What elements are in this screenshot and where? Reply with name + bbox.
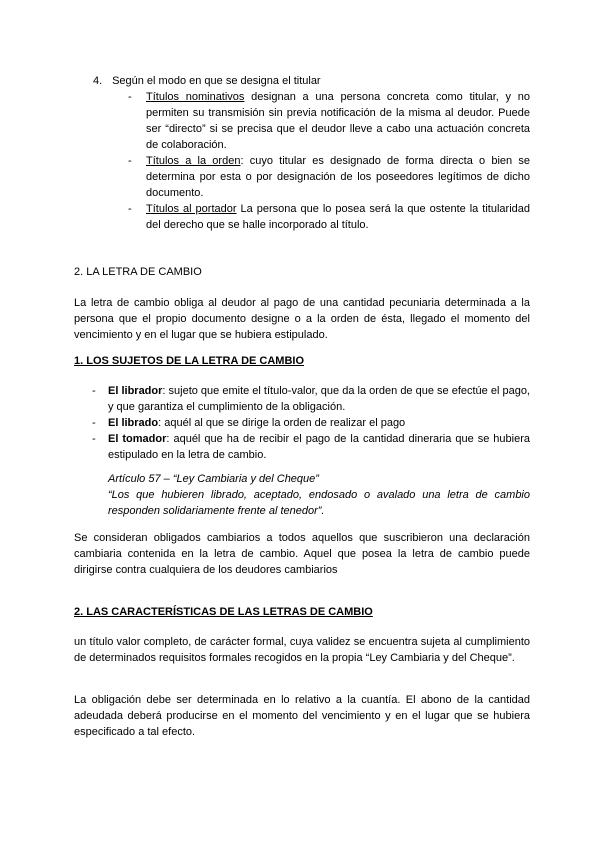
dash-bullet: - xyxy=(92,385,96,397)
list-item xyxy=(92,383,530,415)
list-item xyxy=(92,431,530,463)
list-item xyxy=(128,201,530,233)
section-heading-caracteristicas: 2. LAS CARACTERÍSTICAS DE LAS LETRAS DE CAMBIO xyxy=(74,606,373,618)
term: El librado xyxy=(108,417,159,429)
titulos-list xyxy=(128,89,530,233)
dash-bullet: - xyxy=(92,433,96,445)
list-item xyxy=(128,89,530,153)
dash-bullet: - xyxy=(92,417,96,429)
numbered-item-4 xyxy=(93,73,533,89)
definition: designan a una persona concreta como titular, y no permiten su transmisión sin previa notificación de la misma al deudor. Puede ser “directo” si se precisa que el deudor lleve a cabo una actuación concreta de colaboración. xyxy=(146,91,530,151)
paragraph-obligados: Se consideran obligados cambiarios a todos aquellos que suscribieron una declaración cambiaria contenida en la letra de cambio. Aquel que posea la letra de cambio puede dirigirse contra cualquiera de los deudores cambiarios xyxy=(74,532,530,576)
section-heading-letra: 2. LA LETRA DE CAMBIO xyxy=(74,266,202,278)
paragraph-letra: La letra de cambio obliga al deudor al pago de una cantidad pecuniaria determinada a la persona que el propio documento designe o a la orden de ésta, llegado el momento del vencimiento y en el lugar que se hubiera estipulado. xyxy=(74,297,530,341)
term: El tomador xyxy=(108,433,167,445)
list-item xyxy=(92,415,530,431)
quote-text: “Los que hubieren librado, aceptado, endosado o avalado una letra de cambio responden solidariamente frente al tenedor”. xyxy=(108,489,530,517)
definition: : aquél que ha de recibir el pago de la cantidad dineraria que se hubiera estipulado en la letra de cambio. xyxy=(108,433,531,461)
dash-bullet: - xyxy=(128,155,132,167)
term: Títulos nominativos xyxy=(146,91,245,103)
item-number: 4. xyxy=(93,75,103,87)
sujetos-list xyxy=(92,383,530,463)
term: El librador xyxy=(108,385,163,397)
term: Títulos al portador xyxy=(146,203,237,215)
list-item xyxy=(128,153,530,201)
item-title: Según el modo en que se designa el titular xyxy=(112,75,321,87)
dash-bullet: - xyxy=(128,91,132,103)
definition: La persona que lo posea será la que ostente la titularidad del derecho que se halle incorporado al título. xyxy=(146,203,530,231)
quote-source: Artículo 57 – “Ley Cambiaria y del Cheque” xyxy=(108,473,319,485)
paragraph-titulo: un título valor completo, de carácter formal, cuya validez se encuentra sujeta al cumplimiento de determinados requisitos formales recogidos en la propia “Ley Cambiaria y del Cheque”. xyxy=(74,636,530,664)
dash-bullet: - xyxy=(128,203,132,215)
definition: : aquél al que se dirige la orden de realizar el pago xyxy=(158,417,406,429)
paragraph-obligacion: La obligación debe ser determinada en lo relativo a la cuantía. El abono de la cantidad adeudada deberá producirse en el momento del vencimiento y en el lugar que se hubiera especificado a tal efecto. xyxy=(74,694,530,738)
term: Títulos a la orden xyxy=(146,155,241,167)
section-heading-sujetos: 1. LOS SUJETOS DE LA LETRA DE CAMBIO xyxy=(74,355,305,367)
definition: : sujeto que emite el título-valor, que da la orden de que se efectúe el pago, y que garantiza el cumplimiento de la obligación. xyxy=(108,385,530,413)
definition: : cuyo titular es designado de forma directa o bien se determina por esta o por designación de los poseedores legítimos de dicho documento. xyxy=(146,155,530,199)
